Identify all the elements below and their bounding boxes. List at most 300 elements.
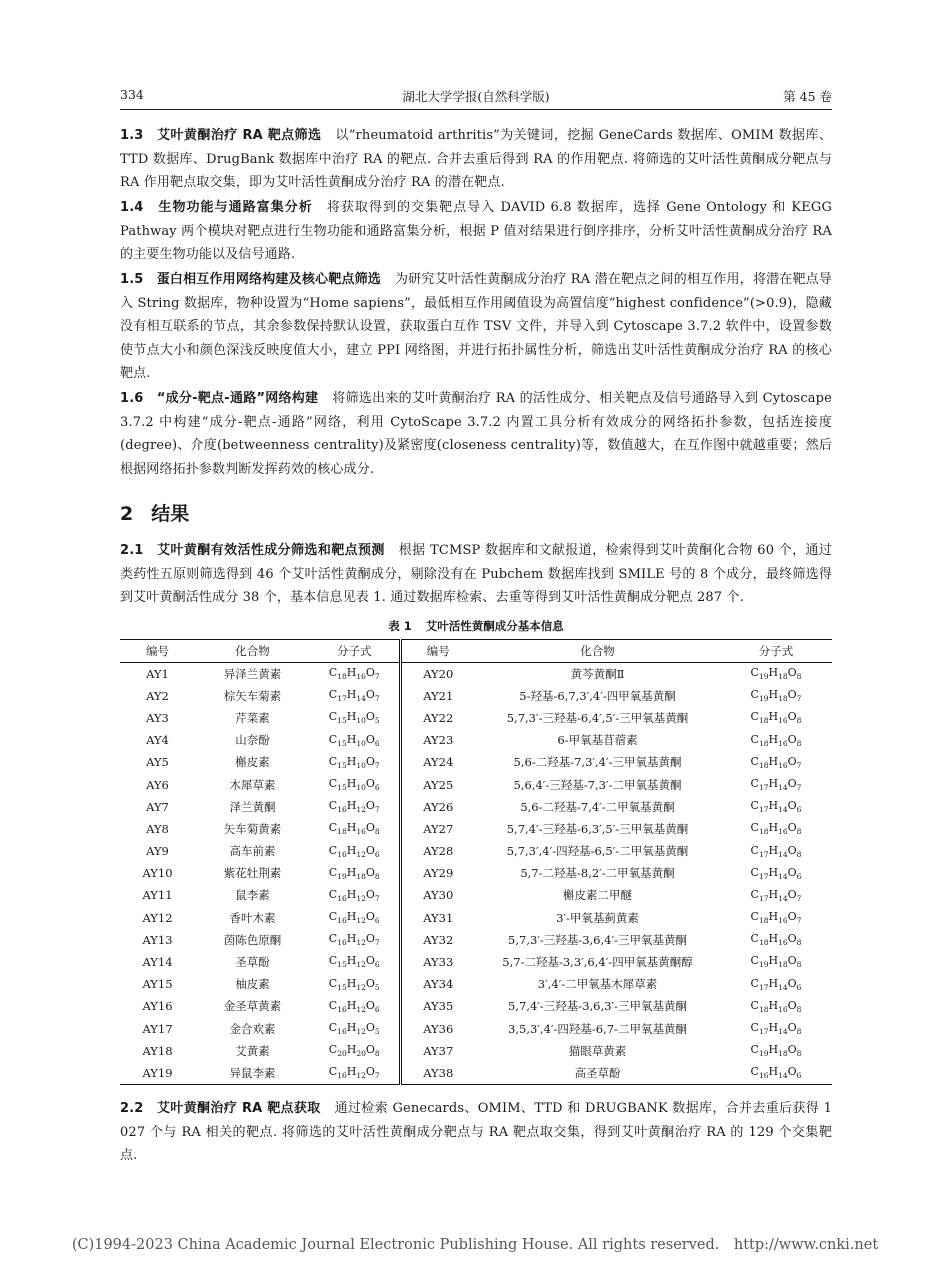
formula-subscript: 10 [356,716,366,726]
formula-subscript: 7 [374,894,380,904]
running-header [120,85,832,110]
formula-subscript: 17 [758,783,769,793]
formula-cell [310,796,400,818]
formula-element: C [750,710,759,724]
formula-subscript: 16 [758,1071,769,1081]
formula-element: H [768,1065,779,1079]
formula-element: C [328,776,338,790]
formula-element: C [328,710,338,724]
formula-element: H [768,710,779,724]
compound-name: 山奈酚 [235,733,270,748]
compound-name: 猫眼草黄素 [568,1043,627,1058]
formula-subscript: 8 [796,738,802,748]
formula-cell [720,973,832,995]
header-compound: 化合物 [475,639,720,662]
formula-cell [720,729,832,751]
compound-id: AY31 [400,907,475,929]
formula-element: O [365,688,375,702]
formula-element: O [787,910,797,924]
formula-element: H [346,666,357,679]
formula-subscript: 18 [356,871,366,881]
formula-cell [310,818,400,840]
formula-subscript: 8 [796,1005,802,1014]
formula-subscript: 16 [337,894,347,904]
formula-element: O [787,843,797,857]
formula-subscript: 6 [374,916,380,926]
formula-cell [720,840,832,862]
formula-subscript: 16 [337,849,347,859]
formula-subscript: 5 [374,716,380,726]
compound-id: AY24 [400,751,475,773]
formula-subscript: 17 [758,871,769,881]
compound-name: 圣草酚 [235,955,270,970]
section-text: 以“rheumatoid arthritis”为关键词，挖掘 GeneCards 数据库、OMIM 数据库、TTD 数据库、DrugBank 数据库中治疗 RA 的靶点. 合并去重后得到 RA 的作用靶点. 将筛选的艾叶活性黄酮成分靶点与 RA 作用靶点取交集，即为艾叶活性黄酮成分治疗 RA 的潜在靶点. [120,128,832,190]
formula-element: H [768,843,779,857]
compound-name: 5,6,4′-三羟基-7,3′-二甲氧基黄酮 [513,777,682,792]
formula-element: C [328,799,338,813]
section-text: 将筛选出来的艾叶黄酮治疗 RA 的活性成分、相关靶点及信号通路导入到 Cytoscape 3.7.2 中构建“成分-靶点-通路”网络，利用 CytoScape 3.7.2 内置工具分析有效成分的网络拓扑参数，包括连接度(degree)、介度(betweenness centrality)及紧密度(closeness centrality)等，数值越大，在互作图中就越重要；然后根据网络拓扑参数判断发挥药效的核心成分. [120,391,833,477]
formula-element: H [346,1065,357,1079]
formula-element: H [768,776,779,790]
table-label: 表 1 [388,618,412,633]
compound-id: AY5 [146,755,169,770]
formula-subscript: 8 [796,672,802,682]
formula-cell [720,662,832,685]
formula-element: H [768,1043,779,1057]
formula-subscript: 17 [758,849,769,859]
formula-element: C [750,688,759,702]
formula-cell [720,796,832,818]
formula-subscript: 16 [337,1027,347,1037]
compound-id: AY9 [146,844,169,859]
formula-subscript: 18 [758,738,769,748]
compound-id: AY10 [142,866,173,881]
table-body [120,662,832,1085]
formula-element: O [365,666,375,679]
formula-element: C [750,666,759,679]
formula-cell [310,973,400,995]
formula-subscript: 7 [374,672,380,682]
formula-element: C [750,821,759,835]
formula-element: O [365,799,375,813]
compound-name: 5,6-二羟基-7,3′,4′-三甲氧基黄酮 [513,755,682,770]
formula-subscript: 16 [337,938,347,948]
formula-subscript: 17 [758,982,769,992]
formula-element: C [750,910,759,924]
formula-element: C [750,1043,759,1057]
formula-subscript: 6 [374,783,380,793]
formula-subscript: 17 [758,805,769,815]
article-body [120,124,832,1169]
formula-element: C [328,865,338,879]
formula-element: O [787,954,797,968]
formula-element: C [328,1065,338,1079]
header-formula: 分子式 [310,639,400,662]
formula-element: O [787,799,797,813]
formula-subscript: 18 [337,827,347,837]
volume-label: 第 45 卷 [783,89,832,104]
formula-subscript: 8 [796,1049,802,1059]
formula-element: H [768,754,779,768]
compound-id: AY22 [400,707,475,729]
formula-element: C [750,932,759,946]
formula-subscript: 7 [796,694,802,704]
compound-name: 泽兰黄酮 [229,799,276,814]
formula-element: H [768,932,779,946]
formula-element: O [365,843,375,857]
section-text: 根据 TCMSP 数据库和文献报道，检索得到艾叶黄酮化合物 60 个，通过类药性五原则筛选得到 46 个艾叶活性黄酮成分，剔除没有在 Pubchem 数据库找到 SMILE 号的 8 个成分，最终筛选得到艾叶黄酮活性成分 38 个，基本信息见表 1. 通过数据库检索、去重等得到艾叶活性黄酮成分靶点 287 个. [120,543,832,605]
formula-subscript: 14 [778,783,788,793]
header-compound: 化合物 [195,639,310,662]
formula-element: H [346,799,357,813]
compound-id: AY27 [400,818,475,840]
page-number: 334 [120,87,144,102]
formula-subscript: 20 [356,1049,366,1059]
compound-id: AY34 [400,973,475,995]
formula-subscript: 12 [356,982,366,992]
formula-cell [720,929,832,951]
formula-subscript: 17 [758,1027,769,1037]
header-id: 编号 [120,639,195,662]
compound-name: 5,7,3′-三羟基-3,6,4′-三甲氧基黄酮 [508,932,687,947]
formula-subscript: 20 [337,1049,347,1059]
formula-subscript: 16 [337,805,347,815]
formula-element: H [768,910,779,924]
compound-id: AY38 [400,1062,475,1085]
formula-subscript: 7 [796,894,802,904]
compound-name: 鼠李素 [235,888,270,903]
section-heading: 1.5 蛋白相互作用网络构建及核心靶点筛选 [120,272,381,287]
formula-subscript: 12 [356,894,366,904]
section-2-2 [120,1097,832,1168]
compound-id: AY15 [142,977,173,992]
table-row [120,951,832,973]
compound-name: 6-甲氧基苜蓿素 [557,733,638,748]
table-row [120,862,832,884]
formula-cell [310,1040,400,1062]
formula-subscript: 16 [778,916,788,926]
compound-table [120,639,832,1086]
compound-id: AY35 [400,995,475,1017]
formula-subscript: 16 [337,916,347,926]
compound-name: 异泽兰黄素 [223,666,282,681]
formula-cell [310,840,400,862]
table-row [120,662,832,685]
formula-element: H [346,710,357,724]
compound-name: 槲皮素二甲醚 [563,888,632,903]
formula-cell [720,707,832,729]
formula-element: H [768,666,779,679]
formula-subscript: 5 [374,982,380,992]
table-row [120,840,832,862]
formula-cell [720,951,832,973]
section-text: 通过检索 Genecards、OMIM、TTD 和 DRUGBANK 数据库，合并去重后获得 1 027 个与 RA 相关的靶点. 将筛选的艾叶活性黄酮成分靶点与 RA 靶点取交集，得到艾叶黄酮治疗 RA 的 129 个交集靶点. [120,1101,832,1164]
formula-subscript: 15 [337,738,347,748]
formula-cell [310,773,400,795]
formula-subscript: 8 [374,871,380,881]
table-row [120,884,832,906]
section-text: 将获取得到的交集靶点导入 DAVID 6.8 数据库，选择 Gene Ontology 和 KEGG Pathway 两个模块对靶点进行生物功能和通路富集分析，根据 P 值对结果进行倒序排序，分析艾叶活性黄酮成分治疗 RA 的主要生物功能以及信号通路. [120,200,833,262]
formula-subscript: 6 [796,982,802,992]
formula-element: O [787,821,797,835]
compound-id: AY21 [400,685,475,707]
formula-element: O [787,776,797,790]
formula-subscript: 7 [374,805,380,815]
formula-subscript: 12 [356,960,366,970]
formula-element: O [787,865,797,879]
section-1-4 [120,196,832,267]
formula-element: H [346,754,357,768]
formula-element: H [768,865,779,879]
formula-element: H [346,976,357,990]
formula-element: O [365,865,375,879]
formula-subscript: 18 [758,938,769,948]
section-heading: 1.3 艾叶黄酮治疗 RA 靶点筛选 [120,128,322,143]
formula-element: O [787,688,797,702]
formula-cell [720,685,832,707]
formula-element: O [787,754,797,768]
compound-id: AY33 [400,951,475,973]
formula-element: H [768,998,779,1012]
formula-element: H [768,732,779,746]
compound-id: AY18 [142,1043,173,1058]
compound-id: AY25 [400,773,475,795]
table-row [120,1062,832,1085]
compound-id: AY16 [142,999,173,1014]
formula-element: H [346,865,357,879]
formula-cell [310,662,400,685]
formula-element: O [365,1021,375,1034]
formula-element: H [346,732,357,746]
formula-element: O [787,666,797,679]
formula-element: H [768,887,779,901]
formula-subscript: 10 [356,783,366,793]
formula-subscript: 6 [374,849,380,859]
section-heading: 1.6 “成分-靶点-通路”网络构建 [120,391,319,406]
formula-element: C [328,754,338,768]
formula-element: O [787,976,797,990]
formula-subscript: 12 [356,1027,366,1037]
compound-name: 香叶木素 [229,910,276,925]
compound-name: 5,7,4′-三羟基-6,3′,5′-三甲氧基黄酮 [506,821,689,836]
formula-cell [720,818,832,840]
formula-element: O [365,976,375,990]
formula-element: O [365,754,375,768]
formula-subscript: 14 [778,1027,788,1037]
formula-subscript: 8 [796,827,802,837]
section-heading: 2.1 艾叶黄酮有效活性成分筛选和靶点预测 [120,543,385,558]
formula-subscript: 12 [356,1005,366,1014]
compound-id: AY6 [146,777,169,792]
formula-element: C [328,1043,338,1057]
formula-element: H [346,821,357,835]
formula-element: H [346,932,357,946]
compound-name: 木犀草素 [229,777,276,792]
header-formula: 分子式 [720,639,832,662]
formula-element: C [328,843,338,857]
formula-subscript: 12 [356,805,366,815]
formula-subscript: 16 [337,1071,347,1081]
formula-cell [720,1040,832,1062]
compound-name: 棕矢车菊素 [223,688,282,703]
formula-subscript: 18 [758,760,769,770]
formula-element: H [768,976,779,990]
formula-cell [720,1018,832,1040]
formula-element: H [346,887,357,901]
copyright-footer: (C)1994-2023 China Academic Journal Electronic Publishing House. All rights reserved. http://www.cnki.net [71,1237,879,1253]
compound-name: 异鼠李素 [195,1062,310,1085]
formula-subscript: 6 [796,805,802,815]
formula-element: H [768,688,779,702]
formula-element: H [346,688,357,702]
formula-subscript: 17 [758,894,769,904]
table-title: 艾叶活性黄酮成分基本信息 [425,618,564,633]
formula-subscript: 19 [758,694,769,704]
table-row [120,995,832,1017]
formula-cell [720,751,832,773]
table-row [120,751,832,773]
compound-id: AY8 [146,821,169,836]
formula-element: O [365,821,375,835]
formula-element: O [365,932,375,946]
formula-subscript: 16 [337,1005,347,1014]
compound-name: 金圣草黄素 [223,999,282,1014]
formula-element: C [750,998,759,1012]
table-row [120,818,832,840]
table-row [120,973,832,995]
formula-subscript: 10 [356,760,366,770]
table-row [120,796,832,818]
formula-subscript: 19 [758,960,769,970]
compound-name: 5-羟基-6,7,3′,4′-四甲氧基黄酮 [519,688,676,703]
formula-element: H [346,843,357,857]
formula-element: C [328,666,338,679]
formula-subscript: 19 [758,672,769,682]
section-1-5 [120,268,832,386]
formula-subscript: 14 [356,694,366,704]
formula-cell [310,1018,400,1040]
formula-element: C [750,776,759,790]
formula-cell [720,1062,832,1085]
compound-name: 茵陈色原酮 [223,932,282,947]
formula-element: C [328,1021,338,1034]
formula-subscript: 12 [356,1071,366,1081]
formula-subscript: 16 [778,827,788,837]
section-2-1 [120,539,832,610]
formula-cell [720,884,832,906]
formula-element: C [750,1065,759,1079]
formula-cell [310,707,400,729]
compound-name: 柚皮素 [235,977,270,992]
compound-name: 紫花牡荆素 [223,866,282,881]
formula-element: H [768,1021,779,1034]
formula-subscript: 7 [796,783,802,793]
formula-subscript: 6 [374,738,380,748]
formula-subscript: 8 [374,827,380,837]
compound-name: 高圣草酚 [475,1062,720,1085]
table-row [120,1018,832,1040]
compound-id: AY26 [400,796,475,818]
formula-element: O [787,1043,797,1057]
compound-id: AY14 [142,955,173,970]
compound-name: 槲皮素 [235,755,270,770]
formula-subscript: 14 [778,894,788,904]
formula-element: C [328,932,338,946]
compound-id: AY11 [142,888,173,903]
formula-subscript: 10 [356,738,366,748]
formula-subscript: 6 [796,871,802,881]
formula-element: O [787,1021,797,1034]
formula-subscript: 18 [337,672,347,682]
formula-element: H [346,1043,357,1057]
compound-name: 5,7,3′,4′-四羟基-6,5′-二甲氧基黄酮 [506,844,689,859]
formula-element: O [787,732,797,746]
formula-element: H [346,954,357,968]
compound-name: 5,7,3′-三羟基-6,4′,5′-三甲氧基黄酮 [506,710,689,725]
formula-subscript: 16 [356,827,366,837]
table-row [120,773,832,795]
formula-subscript: 8 [796,938,802,948]
formula-element: C [328,954,338,968]
journal-title: 湖北大学学报(自然科学版) [402,89,550,104]
formula-element: O [787,710,797,724]
formula-cell [310,1062,400,1085]
formula-subscript: 19 [337,871,347,881]
compound-name: 金合欢素 [229,1021,276,1036]
section-title: 结果 [151,503,190,525]
formula-element: H [768,799,779,813]
formula-element: C [328,887,338,901]
formula-subscript: 8 [374,1049,380,1059]
formula-subscript: 18 [778,672,788,682]
formula-element: C [328,998,338,1012]
formula-subscript: 14 [778,805,788,815]
formula-cell [310,907,400,929]
formula-subscript: 19 [758,1049,769,1059]
formula-subscript: 15 [337,783,347,793]
compound-id: AY1 [146,666,169,681]
formula-element: O [787,998,797,1012]
section-text: 为研究艾叶活性黄酮成分治疗 RA 潜在靶点之间的相互作用，将潜在靶点导入 String 数据库，物种设置为“Home sapiens”，最低相互作用阈值设为高置信度“highest confidence”(>0.9)，隐藏没有相互联系的节点，其余参数保持默认设置，获取蛋白互作 TSV 文件，并导入到 Cytoscape 3.7.2 软件中，设置参数使节点大小和颜色深浅反映度值大小，建立 PPI 网络图，并进行拓扑属性分析，筛选出艾叶活性黄酮成分治疗 RA 的核心靶点. [120,272,832,381]
compound-id: AY37 [400,1040,475,1062]
formula-subscript: 14 [778,982,788,992]
formula-subscript: 16 [778,938,788,948]
formula-subscript: 14 [778,1071,788,1081]
compound-id: AY12 [142,910,173,925]
formula-subscript: 16 [356,672,366,682]
formula-cell [310,951,400,973]
formula-subscript: 18 [758,916,769,926]
formula-element: O [365,998,375,1012]
formula-element: H [346,910,357,924]
section-1-3 [120,124,832,195]
formula-subscript: 7 [796,760,802,770]
formula-subscript: 6 [374,960,380,970]
section-heading: 1.4 生物功能与通路富集分析 [120,200,313,215]
header-id: 编号 [400,639,475,662]
formula-subscript: 8 [796,716,802,726]
formula-subscript: 8 [796,960,802,970]
table-header-row [120,639,832,662]
formula-subscript: 7 [374,694,380,704]
formula-element: C [750,976,759,990]
section-heading: 2.2 艾叶黄酮治疗 RA 靶点获取 [120,1101,321,1117]
formula-subscript: 7 [374,760,380,770]
formula-element: C [750,799,759,813]
compound-name: 艾黄素 [235,1043,270,1058]
compound-name: 5,7-二羟基-8,2′-二甲氧基黄酮 [520,866,675,881]
formula-element: H [768,821,779,835]
